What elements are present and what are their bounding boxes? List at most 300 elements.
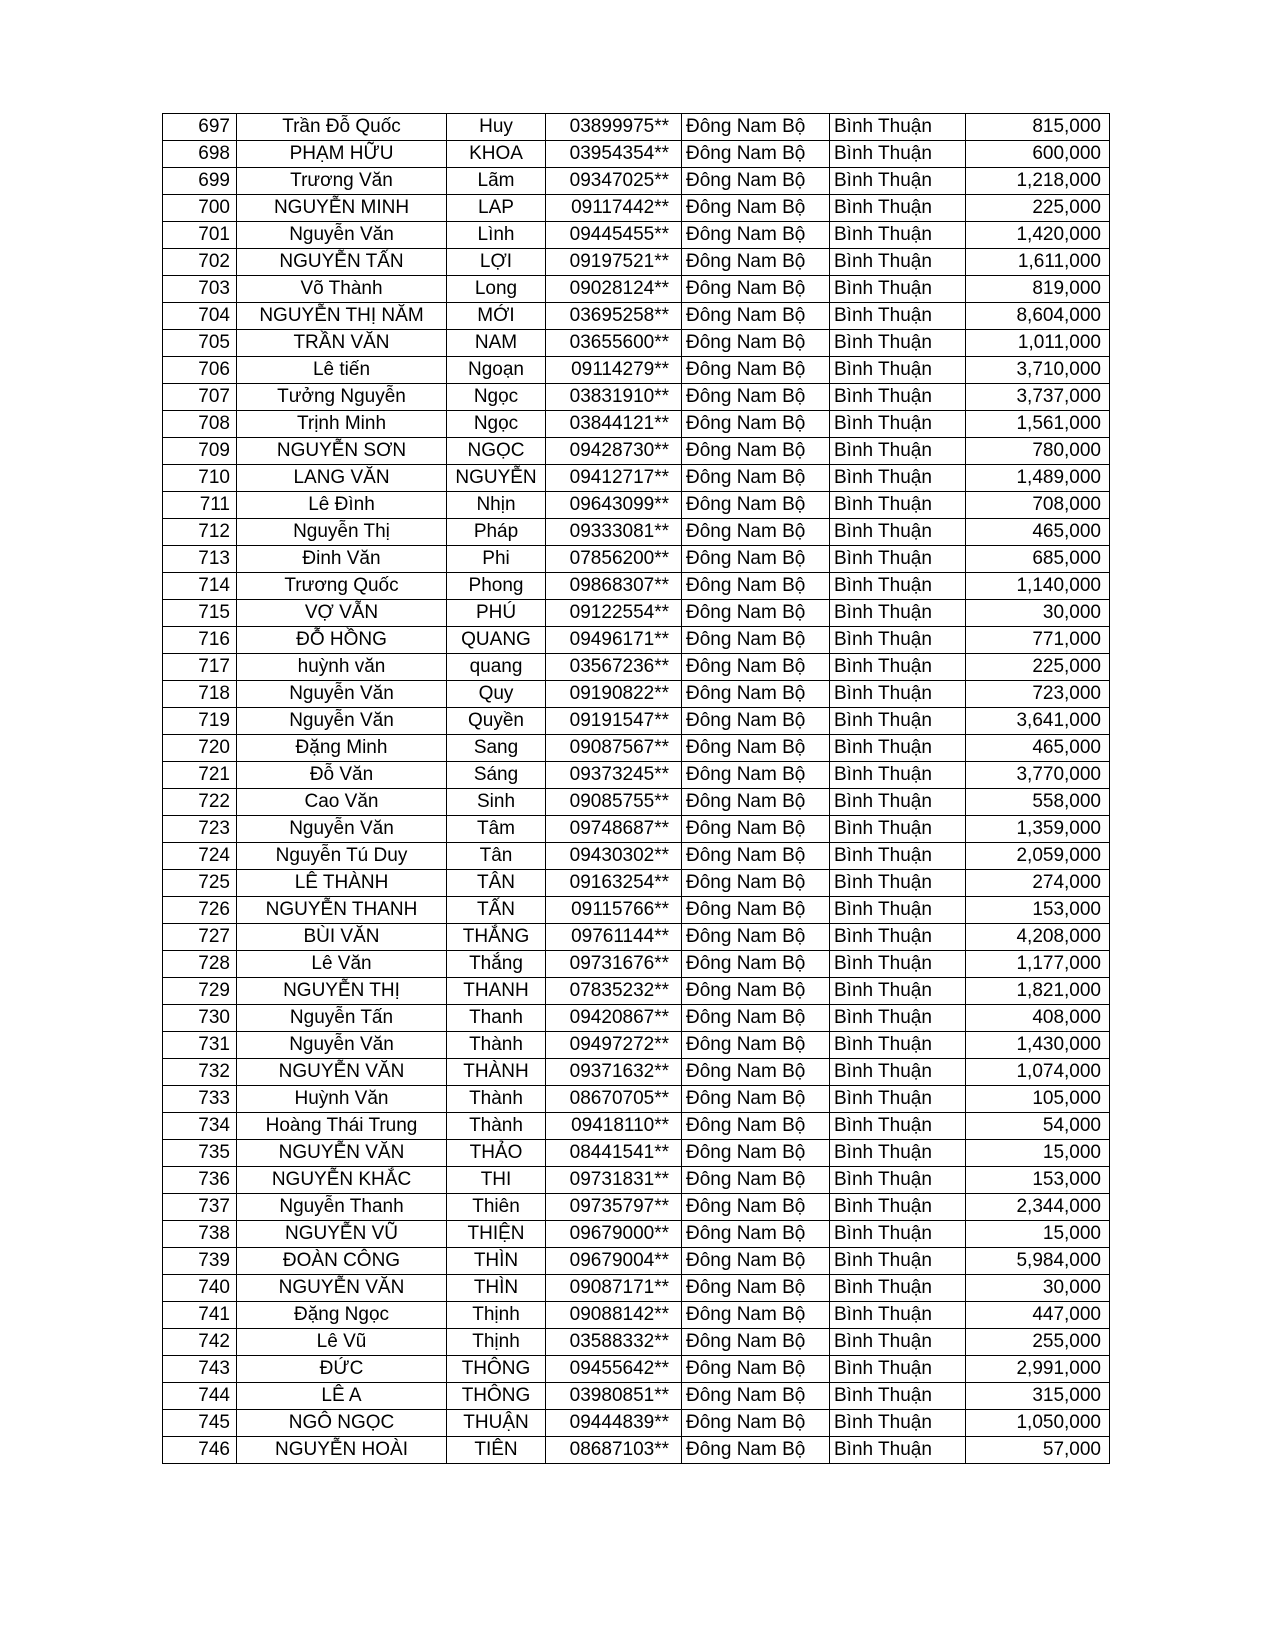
- surname-cell: Hoàng Thái Trung: [237, 1113, 447, 1140]
- province-cell: Bình Thuận: [830, 1410, 966, 1437]
- region-cell: Đông Nam Bộ: [682, 519, 830, 546]
- amount-cell: 1,821,000: [966, 978, 1110, 1005]
- phone-cell: 07856200**: [546, 546, 682, 573]
- province-cell: Bình Thuận: [830, 492, 966, 519]
- phone-cell: 09430302**: [546, 843, 682, 870]
- amount-cell: 1,218,000: [966, 168, 1110, 195]
- table-row: [163, 222, 1110, 249]
- region-cell: Đông Nam Bộ: [682, 1086, 830, 1113]
- surname-cell: Đinh Văn: [237, 546, 447, 573]
- row-number-cell: 731: [163, 1032, 237, 1059]
- table-row: [163, 1221, 1110, 1248]
- table-row: [163, 1275, 1110, 1302]
- row-number-cell: 734: [163, 1113, 237, 1140]
- given-name-cell: KHOA: [447, 141, 546, 168]
- row-number-cell: 719: [163, 708, 237, 735]
- table-row: [163, 546, 1110, 573]
- table-row: [163, 870, 1110, 897]
- table-row: [163, 654, 1110, 681]
- row-number-cell: 746: [163, 1437, 237, 1464]
- region-cell: Đông Nam Bộ: [682, 357, 830, 384]
- row-number-cell: 721: [163, 762, 237, 789]
- phone-cell: 09117442**: [546, 195, 682, 222]
- region-cell: Đông Nam Bộ: [682, 1032, 830, 1059]
- table-row: [163, 978, 1110, 1005]
- phone-cell: 09197521**: [546, 249, 682, 276]
- given-name-cell: THẢO: [447, 1140, 546, 1167]
- table-row: [163, 1383, 1110, 1410]
- region-cell: Đông Nam Bộ: [682, 1113, 830, 1140]
- phone-cell: 09731676**: [546, 951, 682, 978]
- region-cell: Đông Nam Bộ: [682, 735, 830, 762]
- region-cell: Đông Nam Bộ: [682, 438, 830, 465]
- province-cell: Bình Thuận: [830, 384, 966, 411]
- province-cell: Bình Thuận: [830, 1194, 966, 1221]
- surname-cell: NGUYỄN VŨ: [237, 1221, 447, 1248]
- surname-cell: NGUYỄN VĂN: [237, 1140, 447, 1167]
- row-number-cell: 730: [163, 1005, 237, 1032]
- region-cell: Đông Nam Bộ: [682, 1248, 830, 1275]
- table-row: [163, 330, 1110, 357]
- amount-cell: 819,000: [966, 276, 1110, 303]
- amount-cell: 780,000: [966, 438, 1110, 465]
- given-name-cell: Huy: [447, 114, 546, 141]
- province-cell: Bình Thuận: [830, 1329, 966, 1356]
- surname-cell: Nguyễn Thị: [237, 519, 447, 546]
- amount-cell: 1,420,000: [966, 222, 1110, 249]
- row-number-cell: 709: [163, 438, 237, 465]
- surname-cell: Cao Văn: [237, 789, 447, 816]
- surname-cell: Đặng Minh: [237, 735, 447, 762]
- given-name-cell: QUANG: [447, 627, 546, 654]
- region-cell: Đông Nam Bộ: [682, 465, 830, 492]
- phone-cell: 09679004**: [546, 1248, 682, 1275]
- phone-cell: 09868307**: [546, 573, 682, 600]
- region-cell: Đông Nam Bộ: [682, 303, 830, 330]
- surname-cell: Trịnh Minh: [237, 411, 447, 438]
- row-number-cell: 712: [163, 519, 237, 546]
- region-cell: Đông Nam Bộ: [682, 924, 830, 951]
- amount-cell: 2,059,000: [966, 843, 1110, 870]
- amount-cell: 105,000: [966, 1086, 1110, 1113]
- table-row: [163, 168, 1110, 195]
- region-cell: Đông Nam Bộ: [682, 195, 830, 222]
- row-number-cell: 697: [163, 114, 237, 141]
- amount-cell: 57,000: [966, 1437, 1110, 1464]
- phone-cell: 09496171**: [546, 627, 682, 654]
- surname-cell: Nguyễn Văn: [237, 816, 447, 843]
- row-number-cell: 732: [163, 1059, 237, 1086]
- phone-cell: 09761144**: [546, 924, 682, 951]
- province-cell: Bình Thuận: [830, 1221, 966, 1248]
- table-row: [163, 1005, 1110, 1032]
- province-cell: Bình Thuận: [830, 519, 966, 546]
- province-cell: Bình Thuận: [830, 951, 966, 978]
- table-row: [163, 195, 1110, 222]
- surname-cell: Trần Đỗ Quốc: [237, 114, 447, 141]
- province-cell: Bình Thuận: [830, 654, 966, 681]
- province-cell: Bình Thuận: [830, 1167, 966, 1194]
- province-cell: Bình Thuận: [830, 1356, 966, 1383]
- surname-cell: Đặng Ngọc: [237, 1302, 447, 1329]
- table-row: [163, 411, 1110, 438]
- phone-cell: 03588332**: [546, 1329, 682, 1356]
- province-cell: Bình Thuận: [830, 411, 966, 438]
- region-cell: Đông Nam Bộ: [682, 1005, 830, 1032]
- amount-cell: 771,000: [966, 627, 1110, 654]
- table-row: [163, 1032, 1110, 1059]
- amount-cell: 1,177,000: [966, 951, 1110, 978]
- given-name-cell: THÔNG: [447, 1356, 546, 1383]
- surname-cell: NGUYỄN VĂN: [237, 1059, 447, 1086]
- province-cell: Bình Thuận: [830, 195, 966, 222]
- amount-cell: 274,000: [966, 870, 1110, 897]
- province-cell: Bình Thuận: [830, 276, 966, 303]
- province-cell: Bình Thuận: [830, 1437, 966, 1464]
- province-cell: Bình Thuận: [830, 573, 966, 600]
- province-cell: Bình Thuận: [830, 438, 966, 465]
- table-row: [163, 141, 1110, 168]
- region-cell: Đông Nam Bộ: [682, 1383, 830, 1410]
- surname-cell: ĐỨC: [237, 1356, 447, 1383]
- amount-cell: 153,000: [966, 897, 1110, 924]
- region-cell: Đông Nam Bộ: [682, 411, 830, 438]
- row-number-cell: 724: [163, 843, 237, 870]
- province-cell: Bình Thuận: [830, 1032, 966, 1059]
- surname-cell: NGUYỄN HOÀI: [237, 1437, 447, 1464]
- amount-cell: 30,000: [966, 1275, 1110, 1302]
- province-cell: Bình Thuận: [830, 1383, 966, 1410]
- phone-cell: 03831910**: [546, 384, 682, 411]
- given-name-cell: THIỆN: [447, 1221, 546, 1248]
- surname-cell: LANG VĂN: [237, 465, 447, 492]
- province-cell: Bình Thuận: [830, 357, 966, 384]
- given-name-cell: THÀNH: [447, 1059, 546, 1086]
- province-cell: Bình Thuận: [830, 681, 966, 708]
- amount-cell: 30,000: [966, 600, 1110, 627]
- row-number-cell: 722: [163, 789, 237, 816]
- given-name-cell: PHÚ: [447, 600, 546, 627]
- row-number-cell: 704: [163, 303, 237, 330]
- province-cell: Bình Thuận: [830, 924, 966, 951]
- region-cell: Đông Nam Bộ: [682, 789, 830, 816]
- region-cell: Đông Nam Bộ: [682, 546, 830, 573]
- amount-cell: 815,000: [966, 114, 1110, 141]
- province-cell: Bình Thuận: [830, 249, 966, 276]
- phone-cell: 08687103**: [546, 1437, 682, 1464]
- surname-cell: LÊ THÀNH: [237, 870, 447, 897]
- region-cell: Đông Nam Bộ: [682, 708, 830, 735]
- row-number-cell: 708: [163, 411, 237, 438]
- given-name-cell: NGỌC: [447, 438, 546, 465]
- amount-cell: 1,011,000: [966, 330, 1110, 357]
- given-name-cell: Phi: [447, 546, 546, 573]
- table-row: [163, 303, 1110, 330]
- row-number-cell: 710: [163, 465, 237, 492]
- region-cell: Đông Nam Bộ: [682, 600, 830, 627]
- surname-cell: NGUYỄN VĂN: [237, 1275, 447, 1302]
- surname-cell: VỢ VẪN: [237, 600, 447, 627]
- region-cell: Đông Nam Bộ: [682, 330, 830, 357]
- table-row: [163, 492, 1110, 519]
- given-name-cell: Ngọc: [447, 411, 546, 438]
- surname-cell: Nguyễn Văn: [237, 222, 447, 249]
- row-number-cell: 725: [163, 870, 237, 897]
- surname-cell: huỳnh văn: [237, 654, 447, 681]
- surname-cell: ĐOÀN CÔNG: [237, 1248, 447, 1275]
- given-name-cell: THẮNG: [447, 924, 546, 951]
- given-name-cell: Long: [447, 276, 546, 303]
- phone-cell: 08441541**: [546, 1140, 682, 1167]
- phone-cell: 09420867**: [546, 1005, 682, 1032]
- amount-cell: 8,604,000: [966, 303, 1110, 330]
- surname-cell: Tưởng Nguyễn: [237, 384, 447, 411]
- given-name-cell: Thành: [447, 1086, 546, 1113]
- province-cell: Bình Thuận: [830, 1275, 966, 1302]
- data-table: [162, 113, 1110, 1464]
- amount-cell: 54,000: [966, 1113, 1110, 1140]
- given-name-cell: Sinh: [447, 789, 546, 816]
- table-row: [163, 276, 1110, 303]
- row-number-cell: 717: [163, 654, 237, 681]
- amount-cell: 225,000: [966, 654, 1110, 681]
- row-number-cell: 698: [163, 141, 237, 168]
- table-row: [163, 1248, 1110, 1275]
- surname-cell: Trương Quốc: [237, 573, 447, 600]
- row-number-cell: 733: [163, 1086, 237, 1113]
- given-name-cell: Thành: [447, 1113, 546, 1140]
- surname-cell: Võ Thành: [237, 276, 447, 303]
- given-name-cell: Lãm: [447, 168, 546, 195]
- amount-cell: 255,000: [966, 1329, 1110, 1356]
- province-cell: Bình Thuận: [830, 114, 966, 141]
- surname-cell: Nguyễn Văn: [237, 681, 447, 708]
- amount-cell: 558,000: [966, 789, 1110, 816]
- region-cell: Đông Nam Bộ: [682, 1275, 830, 1302]
- phone-cell: 09333081**: [546, 519, 682, 546]
- amount-cell: 315,000: [966, 1383, 1110, 1410]
- row-number-cell: 701: [163, 222, 237, 249]
- phone-cell: 09428730**: [546, 438, 682, 465]
- region-cell: Đông Nam Bộ: [682, 492, 830, 519]
- row-number-cell: 740: [163, 1275, 237, 1302]
- table-row: [163, 357, 1110, 384]
- amount-cell: 225,000: [966, 195, 1110, 222]
- amount-cell: 465,000: [966, 735, 1110, 762]
- table-row: [163, 1113, 1110, 1140]
- phone-cell: 09163254**: [546, 870, 682, 897]
- phone-cell: 07835232**: [546, 978, 682, 1005]
- province-cell: Bình Thuận: [830, 141, 966, 168]
- row-number-cell: 729: [163, 978, 237, 1005]
- row-number-cell: 699: [163, 168, 237, 195]
- surname-cell: NGUYỄN THANH: [237, 897, 447, 924]
- given-name-cell: TẤN: [447, 897, 546, 924]
- surname-cell: Trương Văn: [237, 168, 447, 195]
- province-cell: Bình Thuận: [830, 1140, 966, 1167]
- table-row: [163, 1410, 1110, 1437]
- given-name-cell: Ngoạn: [447, 357, 546, 384]
- surname-cell: PHẠM HỮU: [237, 141, 447, 168]
- amount-cell: 2,991,000: [966, 1356, 1110, 1383]
- surname-cell: Lê tiến: [237, 357, 447, 384]
- table-row: [163, 519, 1110, 546]
- province-cell: Bình Thuận: [830, 627, 966, 654]
- phone-cell: 09087171**: [546, 1275, 682, 1302]
- province-cell: Bình Thuận: [830, 978, 966, 1005]
- amount-cell: 1,611,000: [966, 249, 1110, 276]
- surname-cell: NGUYỄN MINH: [237, 195, 447, 222]
- given-name-cell: Thanh: [447, 1005, 546, 1032]
- region-cell: Đông Nam Bộ: [682, 1302, 830, 1329]
- phone-cell: 09679000**: [546, 1221, 682, 1248]
- region-cell: Đông Nam Bộ: [682, 627, 830, 654]
- row-number-cell: 705: [163, 330, 237, 357]
- amount-cell: 447,000: [966, 1302, 1110, 1329]
- table-row: [163, 1059, 1110, 1086]
- row-number-cell: 706: [163, 357, 237, 384]
- amount-cell: 600,000: [966, 141, 1110, 168]
- surname-cell: NGUYỄN SƠN: [237, 438, 447, 465]
- phone-cell: 09735797**: [546, 1194, 682, 1221]
- amount-cell: 1,489,000: [966, 465, 1110, 492]
- region-cell: Đông Nam Bộ: [682, 816, 830, 843]
- surname-cell: NGUYỄN TẤN: [237, 249, 447, 276]
- amount-cell: 153,000: [966, 1167, 1110, 1194]
- amount-cell: 3,770,000: [966, 762, 1110, 789]
- given-name-cell: Lình: [447, 222, 546, 249]
- province-cell: Bình Thuận: [830, 735, 966, 762]
- region-cell: Đông Nam Bộ: [682, 168, 830, 195]
- surname-cell: Nguyễn Tú Duy: [237, 843, 447, 870]
- row-number-cell: 745: [163, 1410, 237, 1437]
- province-cell: Bình Thuận: [830, 897, 966, 924]
- province-cell: Bình Thuận: [830, 708, 966, 735]
- amount-cell: 15,000: [966, 1140, 1110, 1167]
- row-number-cell: 713: [163, 546, 237, 573]
- surname-cell: Lê Văn: [237, 951, 447, 978]
- table-row: [163, 843, 1110, 870]
- phone-cell: 09412717**: [546, 465, 682, 492]
- phone-cell: 08670705**: [546, 1086, 682, 1113]
- amount-cell: 4,208,000: [966, 924, 1110, 951]
- amount-cell: 1,561,000: [966, 411, 1110, 438]
- table-row: [163, 600, 1110, 627]
- province-cell: Bình Thuận: [830, 465, 966, 492]
- surname-cell: Lê Vũ: [237, 1329, 447, 1356]
- given-name-cell: Sang: [447, 735, 546, 762]
- amount-cell: 2,344,000: [966, 1194, 1110, 1221]
- given-name-cell: NGUYỄN: [447, 465, 546, 492]
- amount-cell: 5,984,000: [966, 1248, 1110, 1275]
- table-row: [163, 114, 1110, 141]
- table-row: [163, 1086, 1110, 1113]
- region-cell: Đông Nam Bộ: [682, 1140, 830, 1167]
- given-name-cell: THÌN: [447, 1275, 546, 1302]
- province-cell: Bình Thuận: [830, 816, 966, 843]
- phone-cell: 03567236**: [546, 654, 682, 681]
- amount-cell: 1,050,000: [966, 1410, 1110, 1437]
- amount-cell: 1,074,000: [966, 1059, 1110, 1086]
- table-row: [163, 924, 1110, 951]
- given-name-cell: NAM: [447, 330, 546, 357]
- phone-cell: 09087567**: [546, 735, 682, 762]
- region-cell: Đông Nam Bộ: [682, 1167, 830, 1194]
- phone-cell: 03844121**: [546, 411, 682, 438]
- row-number-cell: 703: [163, 276, 237, 303]
- province-cell: Bình Thuận: [830, 168, 966, 195]
- phone-cell: 09748687**: [546, 816, 682, 843]
- row-number-cell: 726: [163, 897, 237, 924]
- region-cell: Đông Nam Bộ: [682, 1437, 830, 1464]
- given-name-cell: Quyền: [447, 708, 546, 735]
- row-number-cell: 736: [163, 1167, 237, 1194]
- province-cell: Bình Thuận: [830, 1086, 966, 1113]
- region-cell: Đông Nam Bộ: [682, 978, 830, 1005]
- region-cell: Đông Nam Bộ: [682, 114, 830, 141]
- region-cell: Đông Nam Bộ: [682, 843, 830, 870]
- surname-cell: NGÔ NGỌC: [237, 1410, 447, 1437]
- phone-cell: 09191547**: [546, 708, 682, 735]
- table-row: [163, 1167, 1110, 1194]
- amount-cell: 3,641,000: [966, 708, 1110, 735]
- table-row: [163, 897, 1110, 924]
- province-cell: Bình Thuận: [830, 789, 966, 816]
- given-name-cell: THÔNG: [447, 1383, 546, 1410]
- given-name-cell: Thịnh: [447, 1329, 546, 1356]
- given-name-cell: THI: [447, 1167, 546, 1194]
- phone-cell: 09122554**: [546, 600, 682, 627]
- province-cell: Bình Thuận: [830, 222, 966, 249]
- given-name-cell: THÌN: [447, 1248, 546, 1275]
- surname-cell: TRẦN VĂN: [237, 330, 447, 357]
- row-number-cell: 738: [163, 1221, 237, 1248]
- given-name-cell: Thịnh: [447, 1302, 546, 1329]
- phone-cell: 09643099**: [546, 492, 682, 519]
- table-row: [163, 951, 1110, 978]
- table-row: [163, 573, 1110, 600]
- row-number-cell: 718: [163, 681, 237, 708]
- given-name-cell: THUẬN: [447, 1410, 546, 1437]
- row-number-cell: 723: [163, 816, 237, 843]
- phone-cell: 09373245**: [546, 762, 682, 789]
- surname-cell: NGUYỄN THỊ: [237, 978, 447, 1005]
- province-cell: Bình Thuận: [830, 1059, 966, 1086]
- table-row: [163, 816, 1110, 843]
- row-number-cell: 735: [163, 1140, 237, 1167]
- surname-cell: Nguyễn Văn: [237, 1032, 447, 1059]
- row-number-cell: 702: [163, 249, 237, 276]
- row-number-cell: 715: [163, 600, 237, 627]
- table-row: [163, 681, 1110, 708]
- amount-cell: 685,000: [966, 546, 1110, 573]
- table-row: [163, 1329, 1110, 1356]
- row-number-cell: 720: [163, 735, 237, 762]
- given-name-cell: Quy: [447, 681, 546, 708]
- row-number-cell: 744: [163, 1383, 237, 1410]
- region-cell: Đông Nam Bộ: [682, 897, 830, 924]
- region-cell: Đông Nam Bộ: [682, 141, 830, 168]
- table-row: [163, 1437, 1110, 1464]
- table-row: [163, 249, 1110, 276]
- phone-cell: 09497272**: [546, 1032, 682, 1059]
- amount-cell: 723,000: [966, 681, 1110, 708]
- phone-cell: 09444839**: [546, 1410, 682, 1437]
- row-number-cell: 716: [163, 627, 237, 654]
- table-row: [163, 438, 1110, 465]
- row-number-cell: 700: [163, 195, 237, 222]
- table-row: [163, 1302, 1110, 1329]
